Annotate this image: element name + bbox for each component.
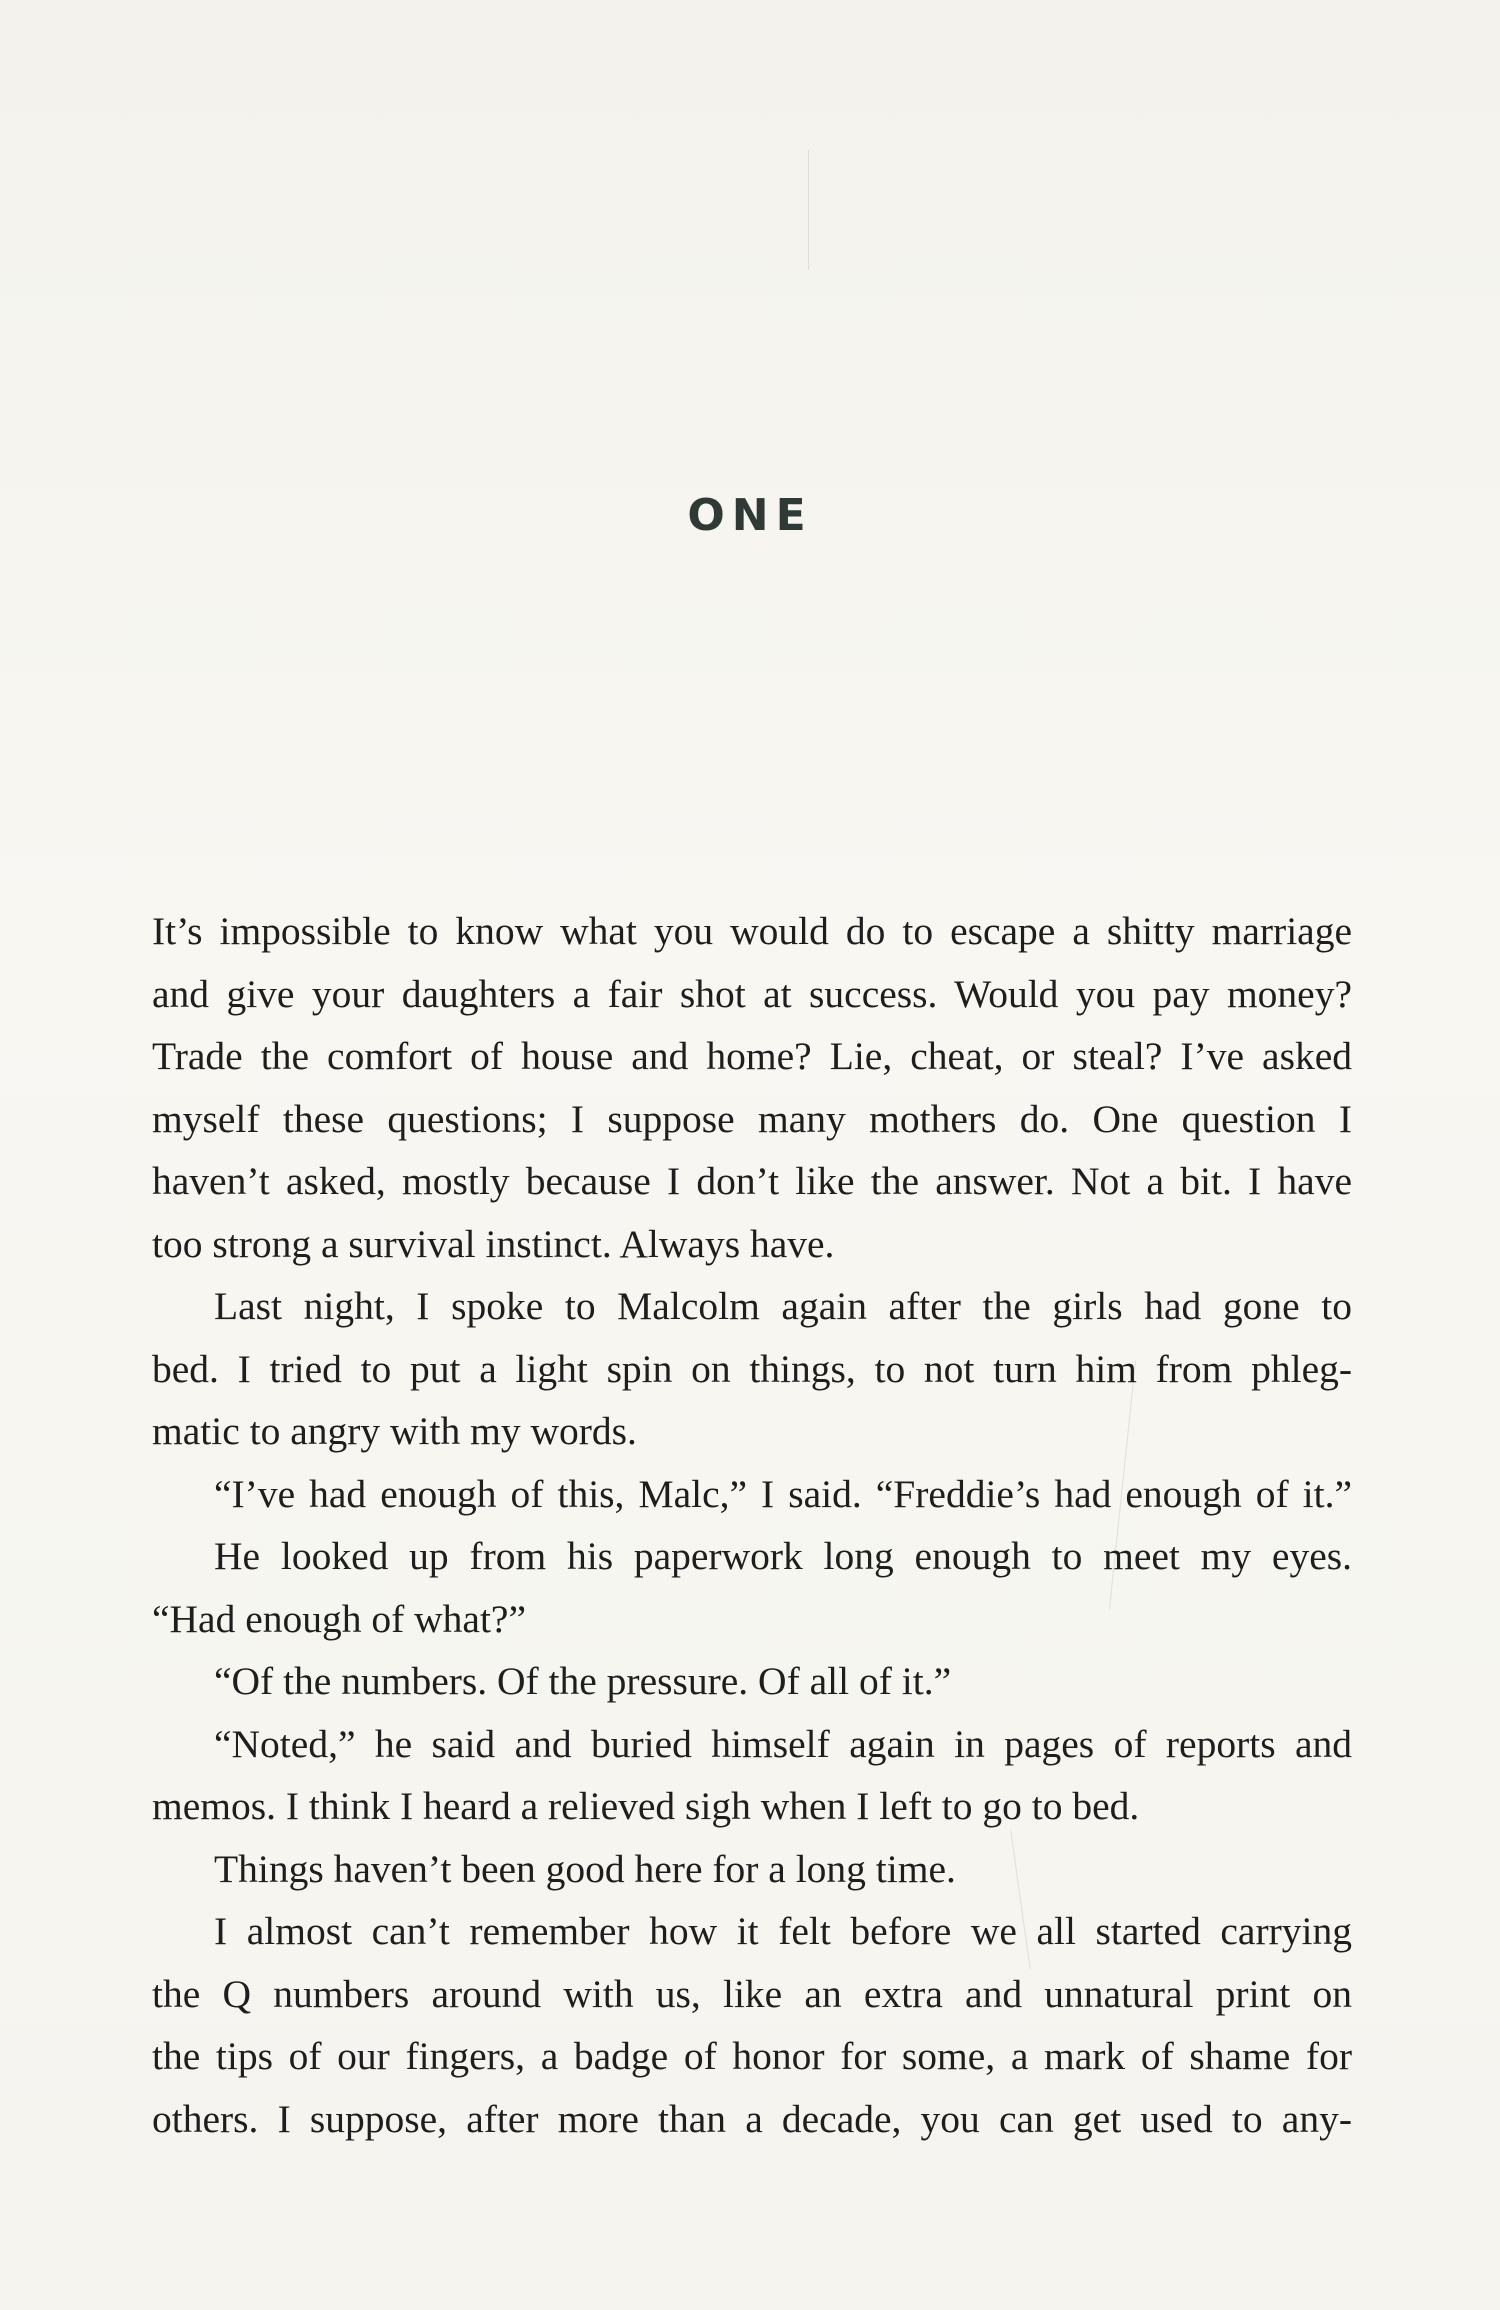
text-line: memos. I think I heard a relieved sigh when I left to go to bed. (152, 1784, 1140, 1828)
text-line: too strong a survival instinct. Always have. (152, 1221, 835, 1266)
text-line: Trade the comfort of house and home? Lie, cheat, or steal? I’ve asked (152, 1034, 1352, 1078)
text-line: others. I suppose, after more than a decade, you can get used to any- (152, 2096, 1352, 2141)
text-line: bed. I tried to put a light spin on things, to not turn him from phleg- (152, 1346, 1352, 1391)
text-line: “Of the numbers. Of the pressure. Of all of it.” (214, 1659, 952, 1703)
chapter-body (152, 900, 1352, 2150)
text-line: Last night, I spoke to Malcolm again after the girls had gone to (214, 1284, 1352, 1328)
text-line: matic to angry with my words. (152, 1409, 637, 1453)
text-line: haven’t asked, mostly because I don’t like the answer. Not a bit. I have (152, 1159, 1352, 1203)
text-line: “I’ve had enough of this, Malc,” I said. “Freddie’s had enough of it.” (214, 1471, 1352, 1516)
text-line: “Had enough of what?” (152, 1596, 526, 1641)
text-line: It’s impossible to know what you would do to escape a shitty marriage (152, 909, 1352, 953)
text-line: He looked up from his paperwork long enough to meet my eyes. (214, 1534, 1352, 1578)
text-line: myself these questions; I suppose many mothers do. One question I (152, 1096, 1352, 1141)
text-line: and give your daughters a fair shot at success. Would you pay money? (152, 971, 1352, 1016)
paper-scratch-mark (808, 150, 809, 270)
text-line: “Noted,” he said and buried himself again in pages of reports and (214, 1721, 1352, 1766)
text-line: Things haven’t been good here for a long time. (214, 1846, 956, 1891)
text-line: I almost can’t remember how it felt before we all started carrying (214, 1909, 1352, 1953)
text-line: the tips of our fingers, a badge of honor for some, a mark of shame for (152, 2034, 1352, 2078)
text-line: the Q numbers around with us, like an extra and unnatural print on (152, 1971, 1352, 2016)
chapter-title: ONE (687, 490, 813, 541)
